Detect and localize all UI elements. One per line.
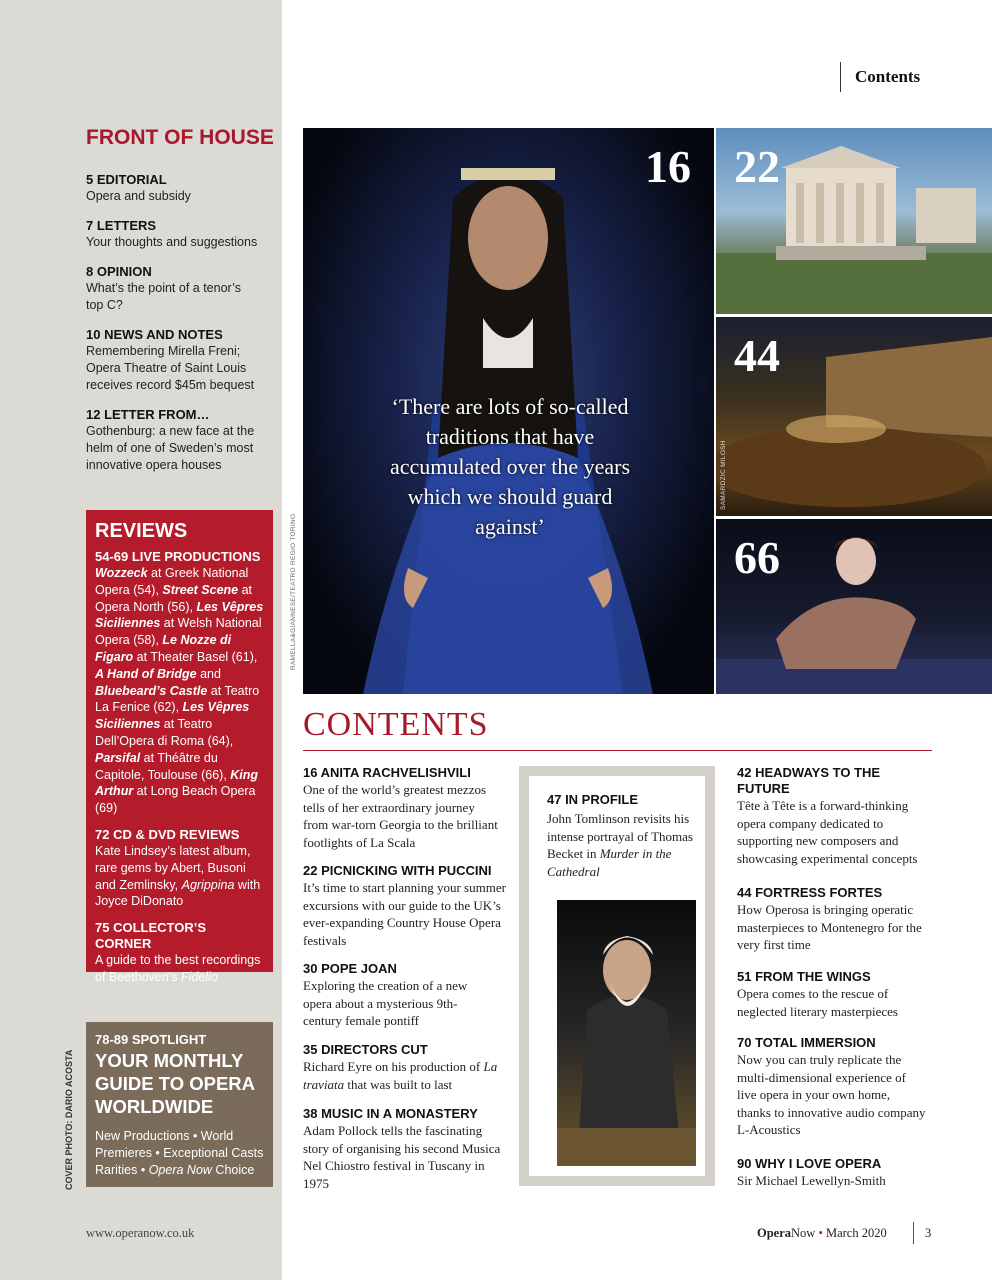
foh-item-letter-from[interactable] <box>86 407 266 474</box>
footer-magazine-issue: OperaNow • March 2020 <box>757 1226 887 1240</box>
front-of-house-title: FRONT OF HOUSE <box>86 126 274 149</box>
foh-item-desc: Gothenburg: a new face at the helm of one of Sweden’s most innovative opera houses <box>86 424 255 472</box>
section-header <box>840 62 950 92</box>
spotlight-heading: YOUR MONTHLY GUIDE TO OPERA WORLDWIDE <box>95 1050 255 1117</box>
foh-item-desc: Your thoughts and suggestions <box>86 235 258 249</box>
contents-entry-puccini[interactable] <box>303 863 508 949</box>
foh-item-title: 5 EDITORIAL <box>86 172 167 187</box>
photo-performer-crawling[interactable] <box>716 519 992 694</box>
entry-title: 30 POPE JOAN <box>303 961 397 976</box>
contents-entry-immersion[interactable] <box>737 1035 927 1139</box>
entry-title: 51 FROM THE WINGS <box>737 969 871 984</box>
photo-22-number: 22 <box>734 141 780 192</box>
foh-item-title: 7 LETTERS <box>86 218 157 233</box>
feature-page-number: 16 <box>645 141 691 192</box>
footer-website-link[interactable]: www.operanow.co.uk <box>86 1226 195 1240</box>
cover-photo-credit: COVER PHOTO: DARIO ACOSTA <box>64 1049 74 1190</box>
profile-box[interactable] <box>519 766 715 1186</box>
reviews-box <box>86 510 273 984</box>
foh-item-news[interactable] <box>86 327 266 394</box>
reviews-cd-title: 72 CD & DVD REVIEWS <box>95 826 240 842</box>
entry-desc: How Operosa is bringing operatic masterpieces to Montenegro for the very first time <box>737 902 922 952</box>
feature-quote: ‘There are lots of so-called traditions that have accumulated over the years which we should guard against’ <box>389 394 631 539</box>
reviews-collector-title: 75 COLLECTOR’S CORNER <box>95 920 207 952</box>
contents-entry-monastery[interactable] <box>303 1106 503 1192</box>
spotlight-title: 78-89 SPOTLIGHT <box>95 1032 207 1047</box>
foh-item-desc: Remembering Mirella Freni; Opera Theatre of Saint Louis receives record $45m bequest <box>86 344 255 392</box>
contents-entry-anita[interactable] <box>303 765 503 851</box>
contents-title: CONTENTS <box>303 706 489 743</box>
reviews-collector-desc: A guide to the best recordings of Beethoven’s Fidelio <box>95 953 261 984</box>
entry-desc: Exploring the creation of a new opera about a mysterious 9th-century female pontiff <box>303 978 468 1028</box>
reviews-live-title: 54-69 LIVE PRODUCTIONS <box>95 549 261 564</box>
foh-item-title: 10 NEWS AND NOTES <box>86 327 223 342</box>
reviews-cd-desc: Kate Lindsey’s latest album, rare gems by Abert, Busoni and Zemlinsky, Agrippina with Joyce DiDonato <box>95 843 261 909</box>
reviews-live-productions[interactable] <box>95 549 264 817</box>
contents-entry-pope-joan[interactable] <box>303 961 493 1030</box>
contents-divider <box>303 750 932 751</box>
reviews-title: REVIEWS <box>95 520 188 542</box>
reviews-collectors-corner[interactable] <box>95 920 264 986</box>
profile-photo-tomlinson[interactable] <box>557 900 696 1166</box>
foh-item-opinion[interactable] <box>86 264 252 314</box>
profile-desc: John Tomlinson revisits his intense portrayal of Thomas Becket in Murder in the Cathedral <box>547 811 693 879</box>
feature-photo-credit: RAMELLA&GIANNESE/TEATRO REGIO TORINO <box>290 513 297 670</box>
entry-desc: Now you can truly replicate the multi-dimensional experience of live opera in your own home, thanks to innovative audio company L-Acoustics <box>737 1052 926 1137</box>
entry-title: 90 WHY I LOVE OPERA <box>737 1156 882 1171</box>
foh-item-desc: Opera and subsidy <box>86 189 191 203</box>
photo-44-number: 44 <box>734 330 780 381</box>
photo-fortress-concert[interactable] <box>716 317 992 516</box>
reviews-cd-dvd[interactable] <box>95 827 264 910</box>
contents-entry-why-i-love[interactable] <box>737 1156 935 1190</box>
entry-desc: Sir Michael Lewellyn-Smith <box>737 1173 886 1188</box>
entry-desc: Opera comes to the rescue of neglected literary masterpieces <box>737 986 898 1019</box>
photo-44-credit: SAMARDZIC MILOSH <box>720 440 727 510</box>
foh-item-desc: What’s the point of a tenor’s top C? <box>86 281 241 312</box>
reviews-live-desc: Wozzeck at Greek National Opera (54), Street Scene at Opera North (56), Les Vêpres Siciliennes at Welsh National Opera (58), Le Nozze di Figaro at Theater Basel (61), A Hand of Bridge and Bluebeard’s Castle at Teatro La Fenice (62), Les Vêpres Siciliennes at Teatro Dell’Opera di Roma (64), Parsifal at Théâtre du Capitole, Toulouse (66), King Arthur at Long Beach Opera (69) <box>95 566 264 816</box>
entry-desc: Tête à Tête is a forward-thinking opera company dedicated to supporting new composers and showcasing experimental concepts <box>737 798 918 866</box>
footer-page-number: 3 <box>925 1226 932 1240</box>
entry-desc: Richard Eyre on his production of La traviata that was built to last <box>303 1059 498 1092</box>
foh-item-title: 12 LETTER FROM… <box>86 407 210 422</box>
contents-entry-headways[interactable] <box>737 765 935 867</box>
entry-desc: Adam Pollock tells the fascinating story of organising his second Musica Nel Chiostro festival in Tuscany in 1975 <box>303 1123 501 1191</box>
entry-title: 70 TOTAL IMMERSION <box>737 1035 876 1050</box>
foh-item-title: 8 OPINION <box>86 264 152 279</box>
spotlight-box[interactable] <box>86 1022 273 1187</box>
entry-desc: It’s time to start planning your summer excursions with our guide to the UK’s ever-expanding Country House Opera festivals <box>303 880 506 948</box>
photo-country-house[interactable] <box>716 128 992 314</box>
contents-entry-wings[interactable] <box>737 969 927 1020</box>
foh-item-editorial[interactable] <box>86 172 266 205</box>
foh-item-letters[interactable] <box>86 218 266 251</box>
entry-title: 16 ANITA RACHVELISHVILI <box>303 765 471 780</box>
entry-title: 22 PICNICKING WITH PUCCINI <box>303 863 492 878</box>
section-header-label: Contents <box>855 67 921 86</box>
contents-entry-fortress[interactable] <box>737 885 935 954</box>
entry-title: 38 MUSIC IN A MONASTERY <box>303 1106 478 1121</box>
entry-title: 42 HEADWAYS TO THE FUTURE <box>737 765 881 796</box>
tomlinson-illustration <box>557 900 696 1166</box>
footer-divider <box>913 1222 914 1244</box>
entry-title: 35 DIRECTORS CUT <box>303 1042 428 1057</box>
entry-desc: One of the world’s greatest mezzos tells of her extraordinary journey from war-torn Georgia to the brilliant footlights of La Scala <box>303 782 498 850</box>
photo-66-number: 66 <box>734 532 780 583</box>
spotlight-desc: New Productions • World Premieres • Exceptional Casts Rarities • Opera Now Choice <box>95 1129 264 1177</box>
contents-entry-directors-cut[interactable] <box>303 1042 503 1093</box>
profile-title: 47 IN PROFILE <box>547 792 639 807</box>
entry-title: 44 FORTRESS FORTES <box>737 885 883 900</box>
